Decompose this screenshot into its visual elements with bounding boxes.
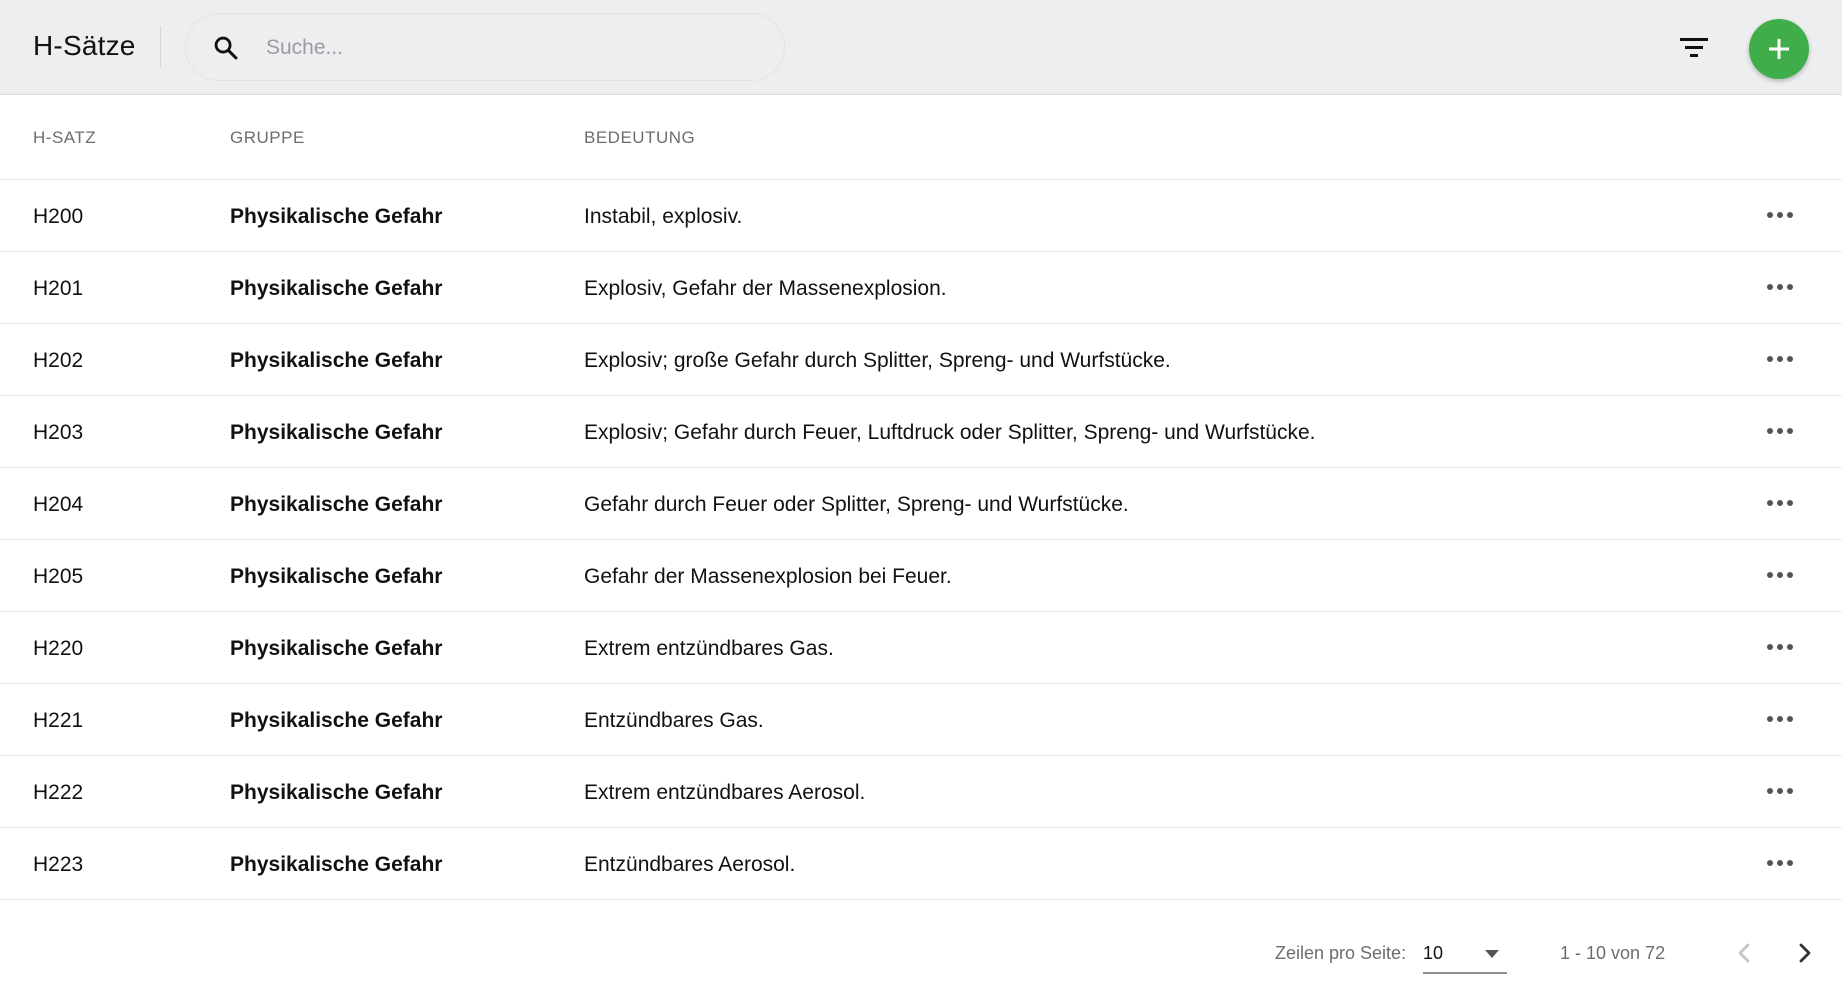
more-horizontal-icon — [1766, 715, 1794, 723]
add-button[interactable] — [1749, 19, 1809, 79]
hazard-statements-table — [0, 96, 1842, 900]
page-range-label: 1 - 10 von 72 — [1560, 943, 1666, 963]
row-actions-button[interactable] — [1762, 634, 1798, 662]
bedeutung-cell: Explosiv, Gefahr der Massenexplosion. — [584, 277, 947, 300]
row-actions-button[interactable] — [1762, 202, 1798, 230]
row-actions-button[interactable] — [1762, 274, 1798, 302]
gruppe-cell: Physikalische Gefahr — [230, 853, 443, 876]
table-row[interactable] — [0, 756, 1842, 828]
table-row[interactable] — [0, 468, 1842, 540]
h-satz-cell: H203 — [33, 421, 84, 444]
more-horizontal-icon — [1766, 355, 1794, 363]
row-actions-button[interactable] — [1762, 562, 1798, 590]
bedeutung-cell: Gefahr durch Feuer oder Splitter, Spreng- und Wurfstücke. — [584, 493, 1129, 516]
gruppe-cell: Physikalische Gefahr — [230, 781, 443, 804]
bedeutung-cell: Extrem entzündbares Aerosol. — [584, 781, 866, 804]
gruppe-cell: Physikalische Gefahr — [230, 277, 443, 300]
rows-per-page-value: 10 — [1423, 943, 1444, 963]
h-satz-cell: H221 — [33, 709, 84, 732]
h-satz-cell: H204 — [33, 493, 84, 516]
plus-icon — [1765, 35, 1793, 63]
rows-per-page-select[interactable] — [1423, 934, 1507, 974]
more-horizontal-icon — [1766, 643, 1794, 651]
row-actions-button[interactable] — [1762, 778, 1798, 806]
h-satz-cell: H202 — [33, 349, 84, 372]
row-actions-button[interactable] — [1762, 706, 1798, 734]
more-horizontal-icon — [1766, 211, 1794, 219]
gruppe-cell: Physikalische Gefahr — [230, 709, 443, 732]
page-title: H-Sätze — [33, 30, 136, 61]
gruppe-cell: Physikalische Gefahr — [230, 421, 443, 444]
toolbar — [0, 0, 1842, 95]
table-body — [0, 180, 1842, 900]
more-horizontal-icon — [1766, 859, 1794, 867]
chevron-left-icon — [1730, 938, 1760, 968]
table-header — [0, 96, 1842, 180]
h-satz-cell: H223 — [33, 853, 84, 876]
bedeutung-cell: Explosiv; große Gefahr durch Splitter, Spreng- und Wurfstücke. — [584, 349, 1171, 372]
search-input[interactable] — [264, 28, 748, 68]
gruppe-cell: Physikalische Gefahr — [230, 493, 443, 516]
more-horizontal-icon — [1766, 571, 1794, 579]
bedeutung-cell: Entzündbares Aerosol. — [584, 853, 796, 876]
table-row[interactable] — [0, 180, 1842, 252]
bedeutung-cell: Explosiv; Gefahr durch Feuer, Luftdruck oder Splitter, Spreng- und Wurfstücke. — [584, 421, 1316, 444]
h-satz-cell: H205 — [33, 565, 84, 588]
toolbar-divider — [160, 26, 161, 68]
gruppe-cell: Physikalische Gefahr — [230, 205, 443, 228]
gruppe-cell: Physikalische Gefahr — [230, 565, 443, 588]
gruppe-cell: Physikalische Gefahr — [230, 349, 443, 372]
table-row[interactable] — [0, 396, 1842, 468]
bedeutung-cell: Entzündbares Gas. — [584, 709, 764, 732]
bedeutung-cell: Gefahr der Massenexplosion bei Feuer. — [584, 565, 952, 588]
more-horizontal-icon — [1766, 787, 1794, 795]
filter-list-icon — [1674, 28, 1714, 68]
row-actions-button[interactable] — [1762, 346, 1798, 374]
search-icon — [212, 34, 240, 62]
next-page-button[interactable] — [1789, 938, 1819, 968]
column-header-bedeutung[interactable]: BEDEUTUNG — [584, 128, 696, 147]
column-header-h-satz[interactable]: H-SATZ — [33, 128, 97, 147]
table-row[interactable] — [0, 612, 1842, 684]
search-box[interactable] — [185, 13, 785, 81]
row-actions-button[interactable] — [1762, 850, 1798, 878]
h-satz-cell: H222 — [33, 781, 84, 804]
more-horizontal-icon — [1766, 499, 1794, 507]
bedeutung-cell: Extrem entzündbares Gas. — [584, 637, 834, 660]
h-satz-cell: H220 — [33, 637, 84, 660]
row-actions-button[interactable] — [1762, 418, 1798, 446]
more-horizontal-icon — [1766, 427, 1794, 435]
pagination — [0, 900, 1842, 963]
rows-per-page-label: Zeilen pro Seite: — [1275, 943, 1407, 963]
bedeutung-cell: Instabil, explosiv. — [584, 205, 743, 228]
table-row[interactable] — [0, 324, 1842, 396]
row-actions-button[interactable] — [1762, 490, 1798, 518]
table-row[interactable] — [0, 684, 1842, 756]
column-header-gruppe[interactable]: GRUPPE — [230, 128, 305, 147]
h-satz-cell: H200 — [33, 205, 84, 228]
table-row[interactable] — [0, 540, 1842, 612]
caret-down-icon — [1485, 950, 1499, 958]
h-satz-cell: H201 — [33, 277, 84, 300]
table-row[interactable] — [0, 252, 1842, 324]
table-row[interactable] — [0, 828, 1842, 900]
filter-button[interactable] — [1674, 28, 1714, 68]
gruppe-cell: Physikalische Gefahr — [230, 637, 443, 660]
chevron-right-icon — [1789, 938, 1819, 968]
more-horizontal-icon — [1766, 283, 1794, 291]
previous-page-button[interactable] — [1730, 938, 1760, 968]
